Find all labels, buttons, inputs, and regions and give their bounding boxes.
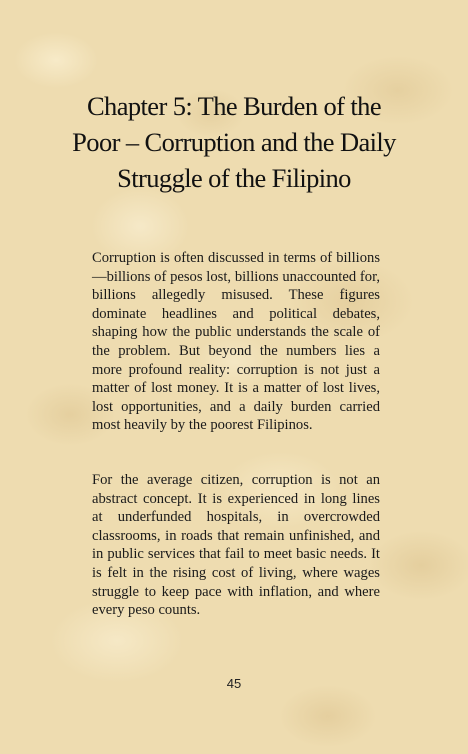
page-number: 45 xyxy=(226,676,242,691)
body-paragraph-2: For the average citizen, corruption is not an abstract concept. It is experienced in long lines at underfunded hospitals, in overcrowded classrooms, in roads that remain unfinished, and in public services that fail to meet basic needs. It is felt in the rising cost of living, where wages struggle to keep pace with inflation, and where every peso counts. xyxy=(92,472,380,619)
chapter-title: Chapter 5: The Burden of the Poor – Corruption and the Daily Struggle of the Filipino xyxy=(72,91,396,193)
body-paragraph-1: Corruption is often discussed in terms of billions—billions of pesos lost, billions unaccounted for, billions allegedly misused. These figures dominate headlines and political debates, shaping how the public understands the scale of the problem. But beyond the numbers lies a more profound reality: corruption is not just a matter of lost money. It is a matter of lost lives, lost opportunities, and a daily burden carried most heavily by the poorest Filipinos. xyxy=(92,250,380,434)
